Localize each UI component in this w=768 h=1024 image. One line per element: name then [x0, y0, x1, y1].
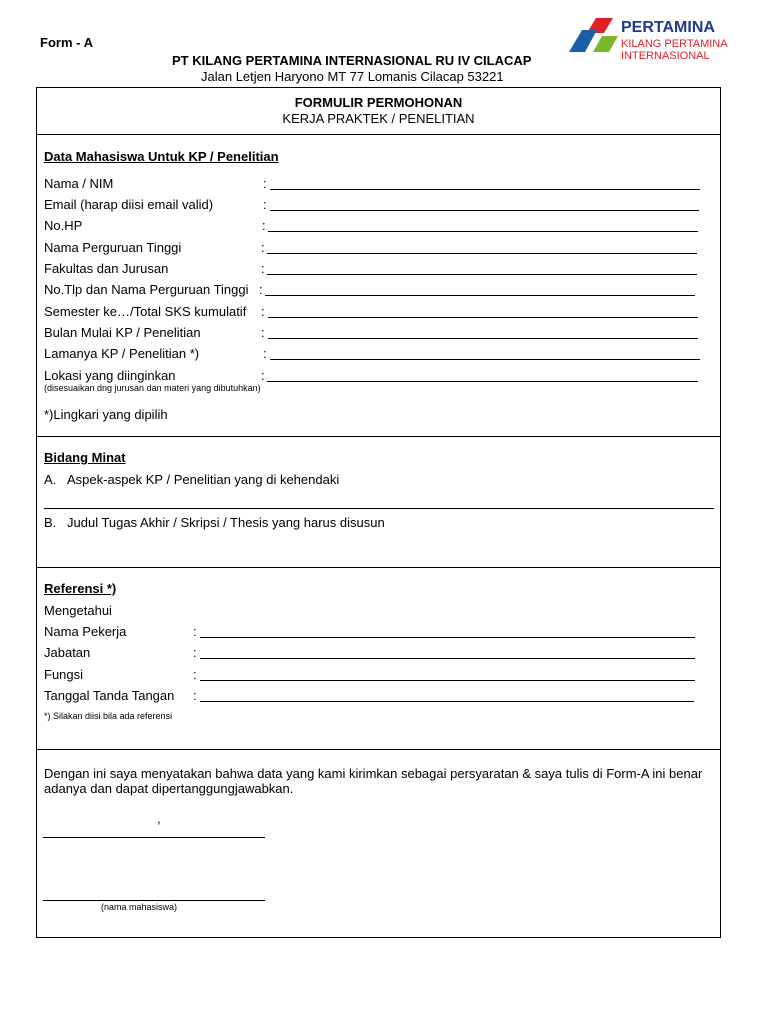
divider-declaration — [36, 749, 721, 750]
logo-brand: PERTAMINA — [621, 19, 715, 36]
divider-reference — [36, 567, 721, 568]
interest-item-a-marker: A. — [44, 472, 57, 487]
field-label: Jabatan — [44, 645, 91, 660]
signature-caption: (nama mahasiswa) — [101, 902, 178, 912]
pertamina-logo-icon — [566, 16, 620, 54]
reference-intro: Mengetahui — [44, 603, 112, 618]
field-separator: : — [261, 304, 265, 319]
field-separator: : — [261, 240, 265, 255]
divider-title — [36, 134, 721, 135]
location-note: (disesuaikan dng jurusan dan materi yang dibutuhkan) — [44, 383, 261, 393]
university-input[interactable] — [267, 253, 697, 254]
logo-blue-shape — [569, 30, 597, 52]
field-separator: : — [193, 645, 197, 660]
faculty-input[interactable] — [267, 274, 697, 275]
field-separator: : — [262, 218, 266, 233]
company-name: PT KILANG PERTAMINA INTERNASIONAL RU IV CILACAP — [172, 53, 532, 68]
declaration-line2: adanya dan dapat dipertanggungjawabkan. — [44, 781, 294, 796]
phone-input[interactable] — [268, 231, 698, 232]
field-separator: : — [193, 688, 197, 703]
field-label: No.Tlp dan Nama Perguruan Tinggi — [44, 282, 249, 297]
position-input[interactable] — [200, 658, 695, 659]
field-separator: : — [193, 667, 197, 682]
reference-section-heading: Referensi *) — [44, 581, 117, 596]
interest-item-a: Aspek-aspek KP / Penelitian yang di kehendaki — [67, 472, 340, 487]
logo-line1: KILANG PERTAMINA — [621, 38, 728, 50]
field-label: No.HP — [44, 218, 83, 233]
function-input[interactable] — [200, 680, 695, 681]
form-frame — [36, 87, 721, 938]
field-label: Lamanya KP / Penelitian *) — [44, 346, 200, 361]
place-date-input[interactable] — [43, 837, 265, 838]
field-separator: : — [261, 325, 265, 340]
form-subtitle: KERJA PRAKTEK / PENELITIAN — [282, 111, 475, 126]
field-label: Tanggal Tanda Tangan — [44, 688, 175, 703]
interest-aspects-input[interactable] — [44, 508, 714, 509]
divider-interest — [36, 436, 721, 437]
company-address: Jalan Letjen Haryono MT 77 Lomanis Cilacap 53221 — [201, 69, 504, 84]
field-label: Fungsi — [44, 667, 84, 682]
logo-green-shape — [593, 36, 618, 52]
field-label: Nama Pekerja — [44, 624, 127, 639]
form-title: FORMULIR PERMOHONAN — [294, 95, 463, 110]
field-separator: : — [263, 176, 267, 191]
field-label: Nama Perguruan Tinggi — [44, 240, 182, 255]
logo-line2: INTERNASIONAL — [621, 50, 710, 62]
field-separator: : — [193, 624, 197, 639]
student-footnote: *)Lingkari yang dipilih — [44, 407, 168, 422]
form-code: Form - A — [40, 35, 93, 50]
start-month-input[interactable] — [268, 338, 698, 339]
duration-input[interactable] — [270, 359, 700, 360]
field-label: Email (harap diisi email valid) — [44, 197, 214, 212]
declaration-line1: Dengan ini saya menyatakan bahwa data yang kami kirimkan sebagai persyaratan & saya tulis di Form-A ini benar — [44, 766, 703, 781]
field-separator: : — [263, 197, 267, 212]
sign-date-input[interactable] — [200, 701, 694, 702]
interest-section-heading: Bidang Minat — [44, 450, 126, 465]
field-label: Fakultas dan Jurusan — [44, 261, 169, 276]
name-nim-input[interactable] — [270, 189, 700, 190]
pertamina-logo — [566, 16, 734, 68]
field-label: Lokasi yang diinginkan — [44, 368, 176, 383]
signature-line[interactable] — [43, 900, 265, 901]
worker-name-input[interactable] — [200, 637, 695, 638]
location-input[interactable] — [267, 381, 698, 382]
field-separator: : — [261, 368, 265, 383]
student-section-heading: Data Mahasiswa Untuk KP / Penelitian — [44, 149, 279, 164]
interest-item-b-marker: B. — [44, 515, 57, 530]
field-separator: : — [259, 282, 263, 297]
reference-footnote: *) Silakan diisi bila ada referensi — [44, 711, 173, 721]
field-separator: : — [263, 346, 267, 361]
field-label: Bulan Mulai KP / Penelitian — [44, 325, 201, 340]
place-date-comma: , — [157, 811, 161, 826]
interest-item-b: Judul Tugas Akhir / Skripsi / Thesis yang harus disusun — [67, 515, 385, 530]
semester-input[interactable] — [268, 317, 698, 318]
field-separator: : — [261, 261, 265, 276]
university-phone-input[interactable] — [265, 295, 695, 296]
field-label: Nama / NIM — [44, 176, 114, 191]
field-label: Semester ke…/Total SKS kumulatif — [44, 304, 247, 319]
email-input[interactable] — [270, 210, 699, 211]
